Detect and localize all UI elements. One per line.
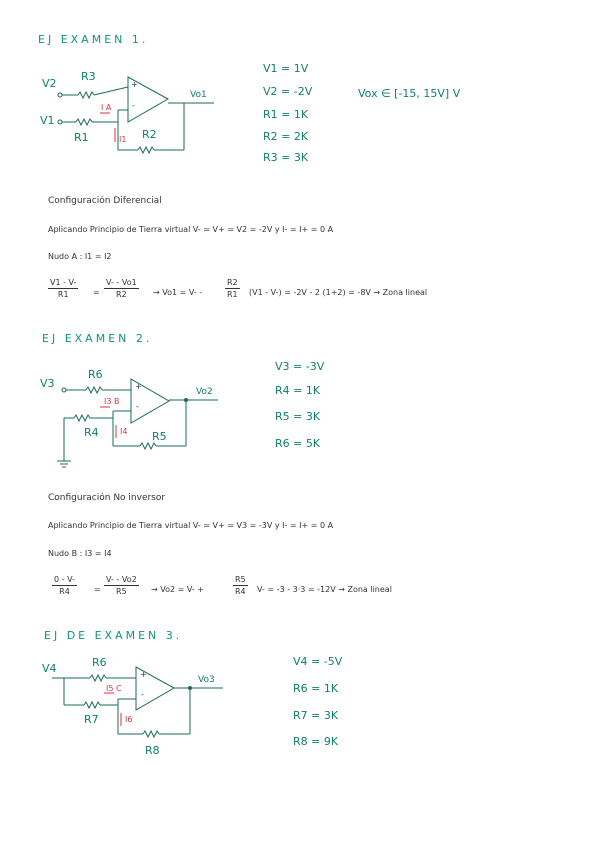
exercise-3-title: EJ DE EXAMEN 3. xyxy=(44,629,183,642)
eq2-num2: V- - Vo2 xyxy=(106,575,137,584)
label-r5: R5 xyxy=(152,430,167,443)
label-v4: V4 xyxy=(42,662,57,675)
param-1-1: V2 = -2V xyxy=(263,85,313,98)
param-1-4: R3 = 3K xyxy=(263,151,309,164)
eq1-mid: → Vo1 = V- - xyxy=(153,288,203,297)
label-r6-ex3: R6 xyxy=(92,656,107,669)
vout-range: Vox ∈ [-15, 15V] V xyxy=(358,87,461,100)
label-vo3: Vo3 xyxy=(198,675,215,685)
resistor-r6-ex3 xyxy=(90,675,106,681)
eq1-rest: (V1 - V-) = -2V - 2 (1+2) = -8V → Zona lineal xyxy=(249,288,428,297)
resistor-r7 xyxy=(84,702,100,708)
param-2-2: R5 = 3K xyxy=(275,410,321,423)
label-r4: R4 xyxy=(84,426,99,439)
principle-1: Aplicando Principio de Tierra virtual V- = V+ = V2 = -2V y I- = I+ = 0 A xyxy=(48,225,334,234)
label-plus-2: + xyxy=(135,382,142,391)
eq1-equals: = xyxy=(93,288,100,297)
param-3-3: R8 = 9K xyxy=(293,735,339,748)
eq1-num1: V1 - V- xyxy=(50,278,77,287)
label-r8: R8 xyxy=(145,744,160,757)
label-current-a: I A xyxy=(101,103,112,112)
param-1-0: V1 = 1V xyxy=(263,62,309,75)
label-current-i6: I6 xyxy=(125,715,133,724)
label-r1: R1 xyxy=(74,131,89,144)
label-current-i4: I4 xyxy=(120,427,128,436)
label-plus-3: + xyxy=(140,670,147,679)
param-2-1: R4 = 1K xyxy=(275,384,321,397)
label-r6-ex2: R6 xyxy=(88,368,103,381)
param-3-2: R7 = 3K xyxy=(293,709,339,722)
node-b: Nudo B : I3 = I4 xyxy=(48,549,112,558)
param-2-0: V3 = -3V xyxy=(275,360,325,373)
eq2-num1: 0 - V- xyxy=(54,575,75,584)
label-r3: R3 xyxy=(81,70,96,83)
eq2-equals: = xyxy=(94,585,101,594)
exercise-2-title: EJ EXAMEN 2. xyxy=(42,332,153,345)
eq1-den3: R1 xyxy=(227,290,238,299)
label-current-i1: I1 xyxy=(119,135,127,144)
eq2-den2: R5 xyxy=(116,587,127,596)
eq1-den1: R1 xyxy=(57,290,69,299)
label-vo2: Vo2 xyxy=(196,387,213,397)
param-3-1: R6 = 1K xyxy=(293,682,339,695)
param-2-3: R6 = 5K xyxy=(275,437,321,450)
eq1-num2: V- - Vo1 xyxy=(106,278,137,287)
label-vo1: Vo1 xyxy=(190,90,207,100)
principle-2: Aplicando Principio de Tierra virtual V- = V+ = V3 = -3V y I- = I+ = 0 A xyxy=(48,521,334,530)
label-v3: V3 xyxy=(40,377,55,390)
param-1-3: R2 = 2K xyxy=(263,130,309,143)
label-v2: V2 xyxy=(42,77,57,90)
config-2: Configuración No inversor xyxy=(48,493,166,503)
resistor-r8 xyxy=(143,731,159,737)
exercise-1-title: EJ EXAMEN 1. xyxy=(38,33,149,46)
param-3-0: V4 = -5V xyxy=(293,655,343,668)
eq2-rest: V- = -3 - 3·3 = -12V → Zona lineal xyxy=(257,585,392,594)
label-current-b: I3 B xyxy=(104,397,120,406)
label-v1: V1 xyxy=(40,114,55,127)
eq1-den2: R2 xyxy=(116,290,127,299)
label-minus-1: - xyxy=(132,101,135,110)
label-minus-2: - xyxy=(136,402,139,411)
label-plus-1: + xyxy=(131,80,138,89)
config-1: Configuración Diferencial xyxy=(48,196,162,206)
eq1-num3: R2 xyxy=(227,278,238,287)
label-r2: R2 xyxy=(142,128,157,141)
eq2-mid: → Vo2 = V- + xyxy=(151,585,205,594)
eq2-den1: R4 xyxy=(59,587,70,596)
label-current-c: I5 C xyxy=(106,684,122,693)
label-r7: R7 xyxy=(84,713,99,726)
eq2-den3: R4 xyxy=(235,587,246,596)
node-a: Nudo A : I1 = I2 xyxy=(48,252,112,261)
eq2-num3: R5 xyxy=(235,575,246,584)
param-1-2: R1 = 1K xyxy=(263,108,309,121)
label-minus-3: - xyxy=(141,690,144,699)
